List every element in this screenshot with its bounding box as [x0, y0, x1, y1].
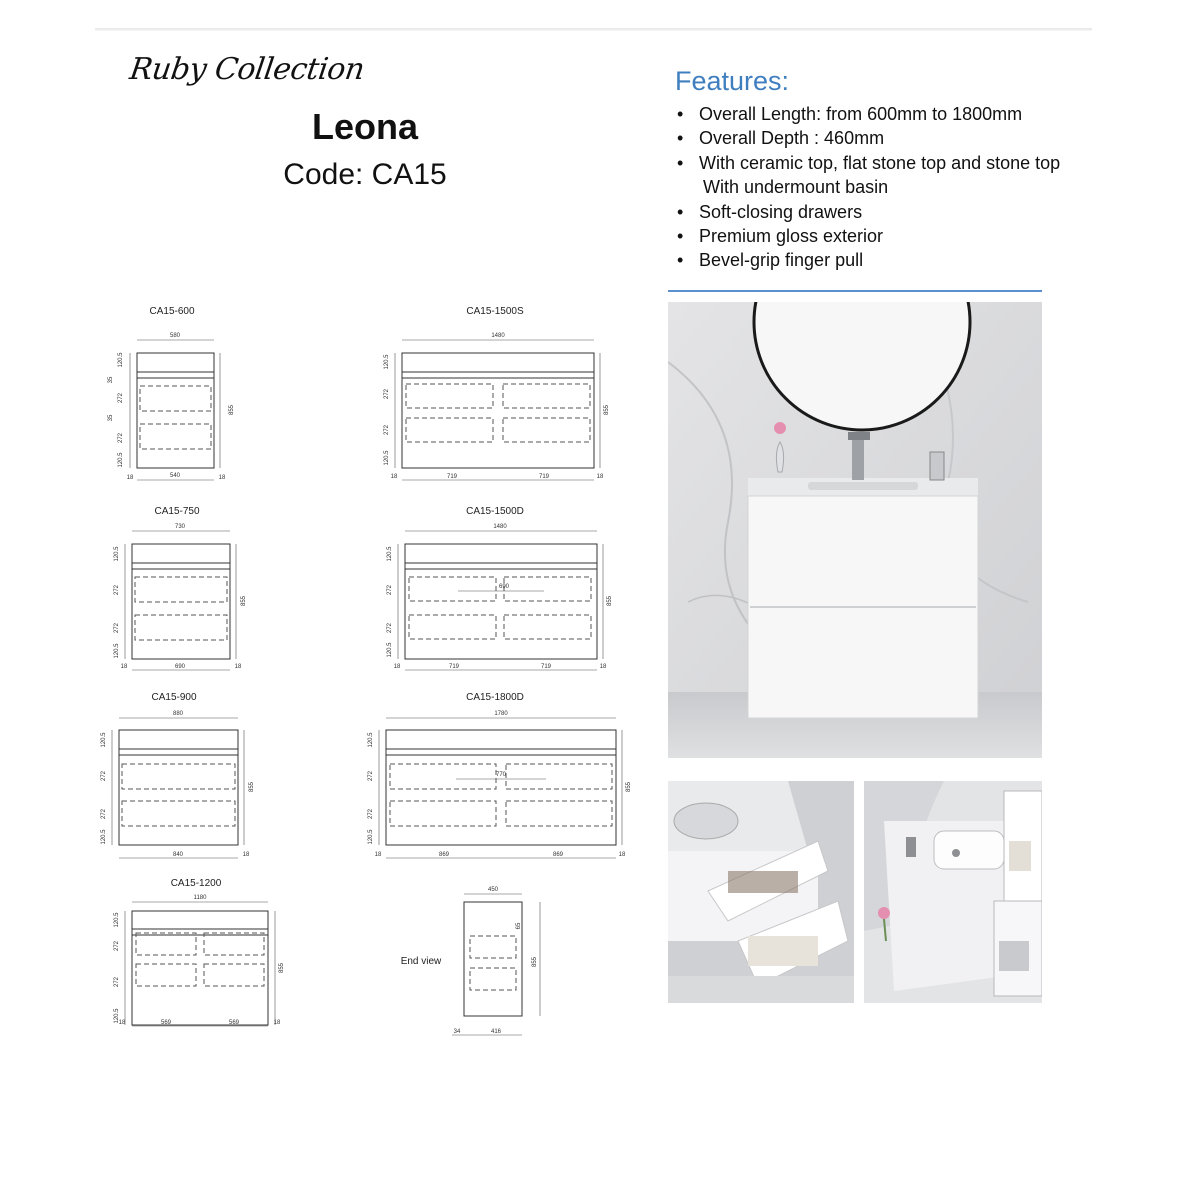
drawing-title: End view	[400, 956, 442, 967]
svg-text:272: 272	[114, 622, 120, 634]
svg-text:569: 569	[228, 1020, 240, 1026]
svg-text:120.5: 120.5	[118, 352, 124, 368]
feature-item: • Soft-closing drawers	[675, 200, 1060, 224]
svg-text:18: 18	[242, 852, 250, 858]
drawing-end-view	[401, 887, 540, 1035]
dim-mid: 690	[498, 584, 510, 590]
svg-text:272: 272	[114, 976, 120, 988]
svg-text:272: 272	[387, 584, 393, 596]
features-title: Features:	[675, 66, 790, 96]
dim-inner: 540	[169, 473, 181, 479]
dim-height: 855	[626, 781, 632, 793]
dim-height: 855	[229, 404, 235, 416]
dim-width: 1780	[494, 711, 508, 717]
svg-text:18: 18	[234, 664, 242, 670]
drawing-title: CA15-900	[151, 692, 197, 703]
product-name: Leona	[311, 106, 418, 147]
basin-drawers-photo	[864, 781, 1042, 1003]
svg-text:18: 18	[390, 474, 398, 480]
brand-logo: Ruby Collection	[127, 52, 367, 87]
svg-text:18: 18	[599, 664, 607, 670]
drawing-ca15-900	[101, 692, 255, 858]
drawing-title: CA15-1800D	[466, 692, 524, 703]
svg-text:272: 272	[368, 770, 374, 782]
dim-height: 855	[279, 962, 285, 974]
svg-text:34: 34	[453, 1029, 461, 1035]
svg-text:18: 18	[393, 664, 401, 670]
vanity-hero-photo	[668, 302, 1042, 758]
svg-text:18: 18	[596, 474, 604, 480]
svg-text:120.5: 120.5	[387, 546, 393, 562]
dim-inner: 569	[160, 1020, 172, 1026]
feature-item-continuation: With undermount basin	[703, 177, 889, 198]
drawing-ca15-750	[114, 506, 247, 670]
dim-width: 450	[487, 887, 499, 893]
dim-height: 855	[249, 781, 255, 793]
dim-inner: 840	[172, 852, 184, 858]
svg-text:35: 35	[108, 376, 114, 384]
svg-text:120.5: 120.5	[114, 546, 120, 562]
svg-text:272: 272	[118, 392, 124, 404]
svg-text:272: 272	[118, 432, 124, 444]
dim-depth: 416	[490, 1029, 502, 1035]
dim-inner: 690	[174, 664, 186, 670]
svg-text:719: 719	[540, 664, 552, 670]
open-drawers-photo	[668, 781, 854, 1003]
svg-text:120.5: 120.5	[384, 354, 390, 370]
svg-text:18: 18	[218, 475, 226, 481]
drawing-title: CA15-1200	[170, 878, 222, 889]
svg-text:120.5: 120.5	[114, 912, 120, 928]
technical-drawings	[100, 298, 640, 1058]
svg-text:719: 719	[538, 474, 550, 480]
drawing-ca15-1500d	[387, 506, 613, 670]
dim-width: 1180	[193, 895, 207, 901]
dim-width: 730	[174, 524, 186, 530]
svg-text:120.5: 120.5	[118, 452, 124, 468]
dim-width: 1480	[493, 524, 507, 530]
svg-text:18: 18	[126, 475, 134, 481]
drawing-title: CA15-1500D	[466, 506, 524, 517]
dim-inner: 869	[438, 852, 450, 858]
drawing-ca15-1800d	[368, 692, 632, 858]
feature-item: • Overall Depth : 460mm	[675, 126, 1060, 150]
svg-text:272: 272	[101, 770, 107, 782]
feature-item: • Premium gloss exterior	[675, 224, 1060, 248]
dim-height: 855	[532, 956, 538, 968]
svg-text:120.5: 120.5	[101, 732, 107, 748]
dim-width: 580	[169, 333, 181, 339]
drawing-title: CA15-750	[154, 506, 200, 517]
svg-text:120.5: 120.5	[368, 732, 374, 748]
dim-height: 855	[241, 595, 247, 607]
drawing-ca15-600	[108, 306, 235, 481]
svg-text:18: 18	[374, 852, 382, 858]
svg-text:120.5: 120.5	[368, 829, 374, 845]
dim-mid: 770	[495, 772, 507, 778]
dim-inner: 719	[448, 664, 460, 670]
dim-width: 880	[172, 711, 184, 717]
svg-text:869: 869	[552, 852, 564, 858]
feature-item: • With ceramic top, flat stone top and stone top	[675, 151, 1060, 175]
product-code: Code: CA15	[283, 158, 447, 191]
svg-text:272: 272	[114, 584, 120, 596]
features-divider	[668, 290, 1042, 292]
svg-text:120.5: 120.5	[387, 642, 393, 658]
svg-text:18: 18	[120, 664, 128, 670]
svg-text:272: 272	[368, 808, 374, 820]
svg-text:120.5: 120.5	[114, 643, 120, 659]
dim-height: 855	[604, 404, 610, 416]
svg-text:272: 272	[384, 424, 390, 436]
feature-item: • Overall Length: from 600mm to 1800mm	[675, 102, 1060, 126]
svg-text:35: 35	[108, 414, 114, 422]
dim-width: 1480	[491, 333, 505, 339]
dim-inner: 719	[446, 474, 458, 480]
svg-text:272: 272	[387, 622, 393, 634]
feature-item: • Bevel-grip finger pull	[675, 248, 1060, 272]
svg-text:18: 18	[118, 1020, 126, 1026]
svg-text:120.5: 120.5	[384, 450, 390, 466]
drawing-title: CA15-600	[149, 306, 195, 317]
svg-text:18: 18	[618, 852, 626, 858]
svg-text:272: 272	[101, 808, 107, 820]
svg-text:120.5: 120.5	[101, 829, 107, 845]
svg-text:120.5: 120.5	[114, 1008, 120, 1024]
svg-text:18: 18	[273, 1020, 281, 1026]
drawing-ca15-1500s	[384, 306, 610, 480]
top-divider	[95, 28, 1092, 31]
dim-height: 855	[607, 595, 613, 607]
svg-text:65: 65	[516, 922, 522, 930]
svg-text:272: 272	[114, 940, 120, 952]
features-list	[675, 102, 1060, 273]
svg-text:272: 272	[384, 388, 390, 400]
drawing-title: CA15-1500S	[466, 306, 524, 317]
drawing-ca15-1200	[114, 878, 285, 1026]
